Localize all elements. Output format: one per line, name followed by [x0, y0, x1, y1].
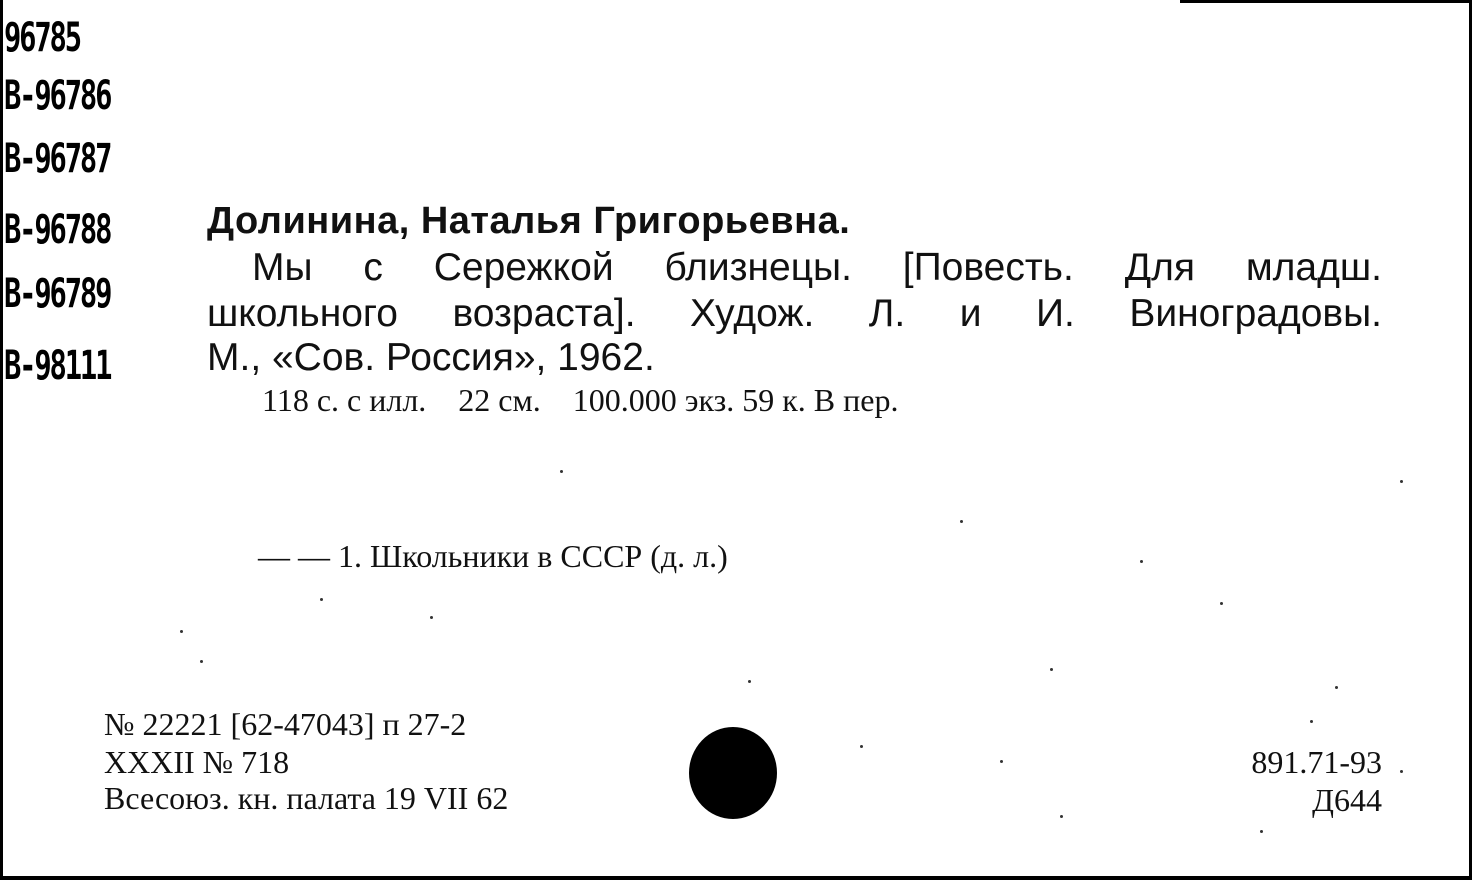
print-speck [1260, 830, 1263, 833]
print-speck [1335, 686, 1338, 689]
print-speck [1400, 770, 1403, 773]
print-speck [1220, 602, 1223, 605]
author-mark: Д644 [1312, 782, 1382, 818]
print-speck [1310, 720, 1313, 723]
print-speck [200, 660, 203, 663]
print-speck [560, 470, 563, 473]
author-heading: Долинина, Наталья Григорьевна. [207, 200, 851, 242]
card-top-edge [1180, 0, 1472, 3]
registration-line: Всесоюз. кн. палата 19 VII 62 [104, 780, 509, 816]
print-speck [1140, 560, 1143, 563]
print-speck [1050, 668, 1053, 671]
handwritten-number: В-98111 [4, 343, 111, 389]
registration-line: № 22221 [62-47043] п 27-2 [104, 706, 467, 742]
handwritten-number: В-96787 [4, 136, 111, 182]
print-speck [320, 598, 323, 601]
print-speck [960, 520, 963, 523]
punch-hole [689, 727, 777, 819]
print-speck [430, 616, 433, 619]
print-speck [180, 630, 183, 633]
print-speck [1060, 815, 1063, 818]
registration-line: XXXII № 718 [104, 744, 290, 780]
handwritten-number: В-96786 [4, 73, 111, 119]
print-speck [748, 680, 751, 683]
title-line: М., «Сов. Россия», 1962. [207, 336, 655, 379]
subject-heading: — — 1. Школьники в СССР (д. л.) [258, 538, 728, 574]
physical-description: 118 с. с илл. 22 см. 100.000 экз. 59 к. В пер. [262, 382, 899, 418]
handwritten-number: В-96788 [4, 207, 111, 253]
print-speck [1000, 760, 1003, 763]
print-speck [1400, 480, 1403, 483]
title-line: Мы с Сережкой близнецы. [Повесть. Для младш. [252, 246, 1382, 289]
print-speck [860, 745, 863, 748]
card-bottom-edge [0, 876, 1472, 880]
classification-number: 891.71-93 [1251, 744, 1382, 780]
card-left-edge [0, 0, 3, 880]
title-line: школьного возраста]. Худож. Л. и И. Виноградовы. [207, 292, 1382, 335]
handwritten-number: В-96789 [4, 271, 111, 317]
handwritten-number: 96785 [4, 15, 80, 61]
